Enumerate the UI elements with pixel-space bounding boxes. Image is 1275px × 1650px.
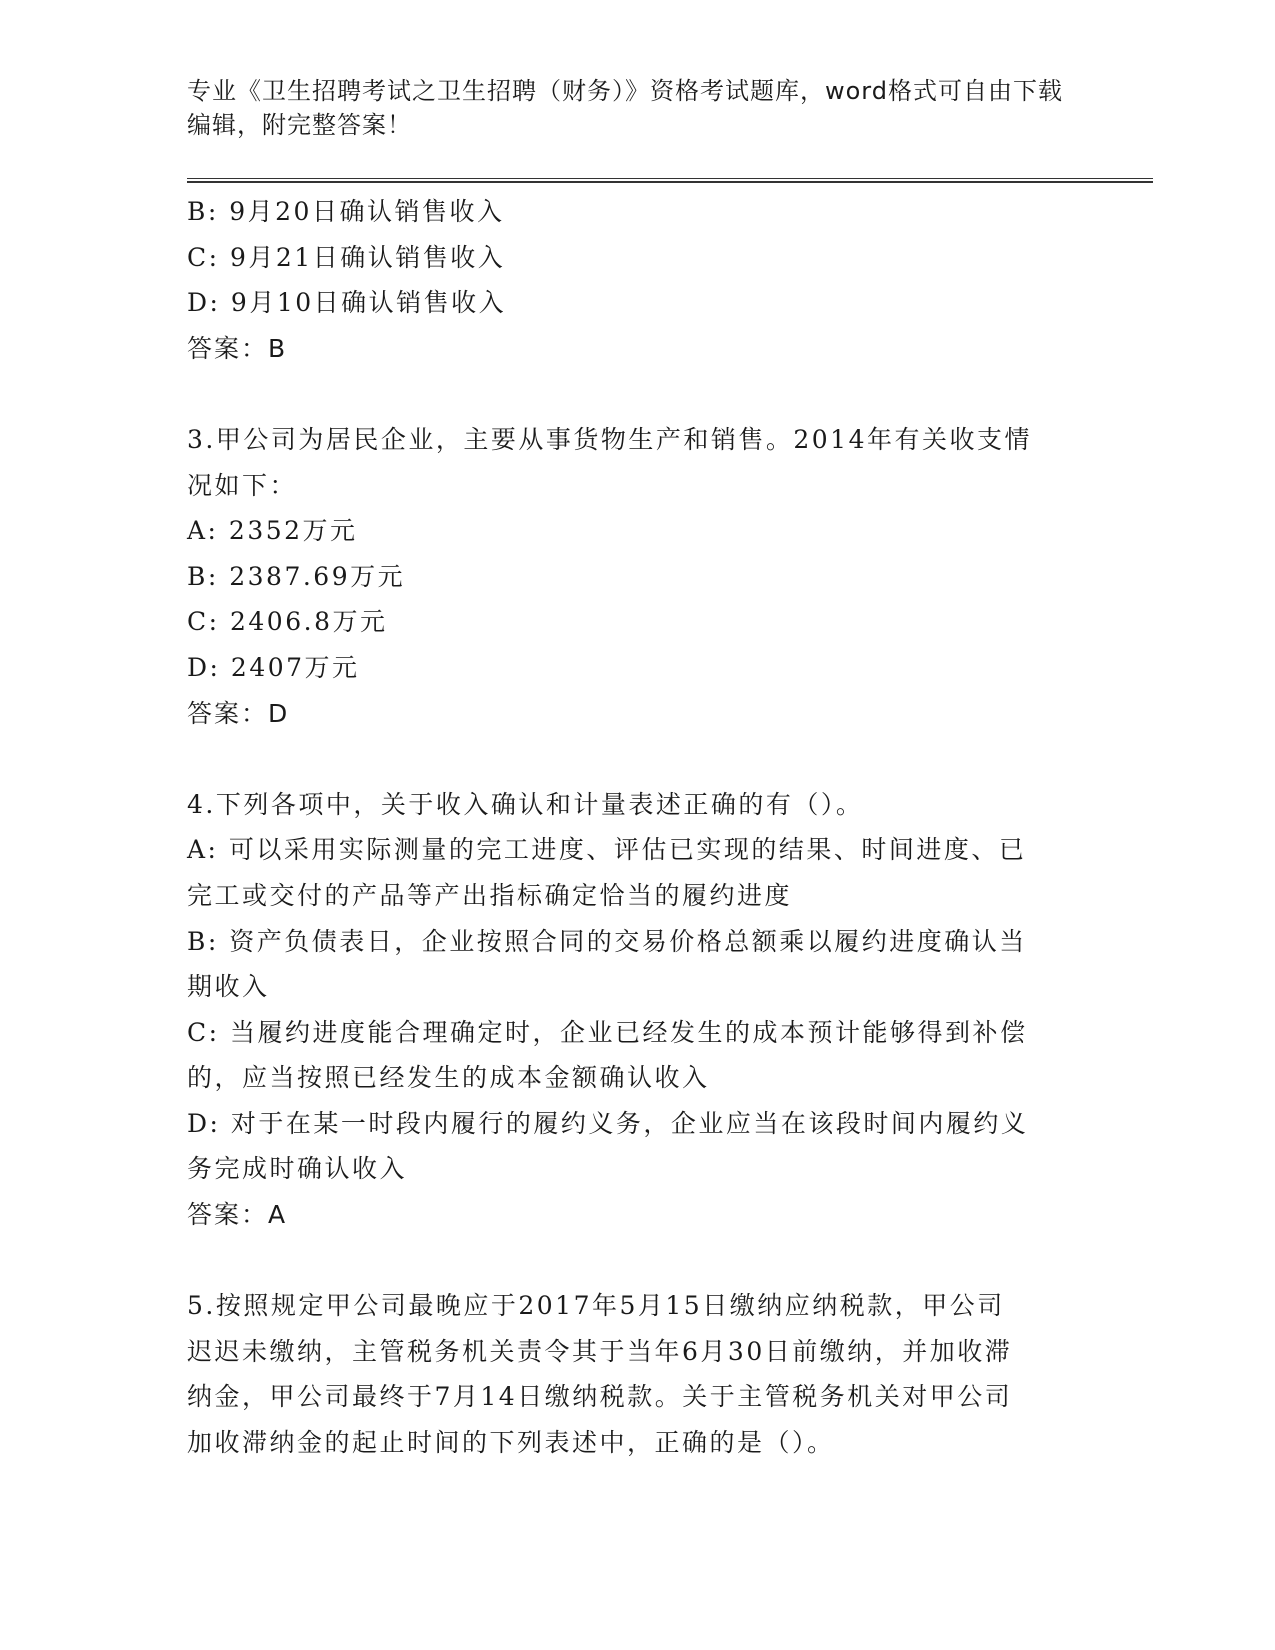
q4-option-b-line1: B: 资产负债表日，企业按照合同的交易价格总额乘以履约进度确认当 — [187, 926, 1027, 956]
q4-question: 4.下列各项中，关于收入确认和计量表述正确的有（）。 — [187, 789, 864, 819]
question-2 — [187, 189, 1067, 371]
q2-option-b: B: 9月20日确认销售收入 — [187, 197, 505, 226]
q3-answer: 答案：D — [187, 698, 290, 728]
q3-question-line1: 3.甲公司为居民企业，主要从事货物生产和销售。2014年有关收支情 — [187, 424, 1032, 454]
q3-option-a: A: 2352万元 — [187, 516, 358, 546]
q5-question-line1: 5.按照规定甲公司最晚应于2017年5月15日缴纳应纳税款，甲公司 — [187, 1291, 1005, 1321]
q4-option-c-line2: 的，应当按照已经发生的成本金额确认收入 — [187, 1063, 710, 1093]
q4-option-b-line2: 期收入 — [187, 972, 270, 1002]
q4-option-c-line1: C: 当履约进度能合理确定时，企业已经发生的成本预计能够得到补偿 — [187, 1017, 1028, 1047]
header-title-line2: 编辑，附完整答案！ — [187, 111, 412, 139]
q2-option-d: D: 9月10日确认销售收入 — [187, 288, 507, 318]
q5-question-line4: 加收滞纳金的起止时间的下列表述中，正确的是（）。 — [187, 1428, 835, 1458]
q4-option-a-line1: A: 可以采用实际测量的完工进度、评估已实现的结果、时间进度、已 — [187, 835, 1027, 865]
spacer — [187, 371, 1067, 417]
page-header — [187, 74, 1067, 142]
spacer — [187, 1238, 1067, 1284]
question-content — [187, 189, 1067, 1466]
q3-question-line2: 况如下： — [187, 470, 298, 500]
question-3 — [187, 417, 1067, 736]
q4-option-d-line2: 务完成时确认收入 — [187, 1154, 408, 1184]
spacer — [187, 736, 1067, 782]
q2-answer: 答案：B — [187, 333, 288, 363]
q5-question-line3: 纳金，甲公司最终于7月14日缴纳税款。关于主管税务机关对甲公司 — [187, 1382, 1013, 1412]
q3-option-c: C: 2406.8万元 — [187, 607, 388, 637]
q3-option-d: D: 2407万元 — [187, 652, 360, 682]
question-5 — [187, 1283, 1067, 1465]
header-title-line1: 专业《卫生招聘考试之卫生招聘（财务）》资格考试题库，word格式可自由下载 — [187, 77, 1063, 105]
q4-option-d-line1: D: 对于在某一时段内履行的履约义务，企业应当在该段时间内履约义 — [187, 1108, 1029, 1138]
question-4 — [187, 782, 1067, 1238]
q5-question-line2: 迟迟未缴纳，主管税务机关责令其于当年6月30日前缴纳，并加收滞 — [187, 1336, 1013, 1366]
q4-answer: 答案：A — [187, 1200, 288, 1230]
header-divider — [187, 178, 1153, 183]
q4-option-a-line2: 完工或交付的产品等产出指标确定恰当的履约进度 — [187, 880, 793, 910]
q2-option-c: C: 9月21日确认销售收入 — [187, 242, 506, 272]
q3-option-b: B: 2387.69万元 — [187, 561, 406, 591]
